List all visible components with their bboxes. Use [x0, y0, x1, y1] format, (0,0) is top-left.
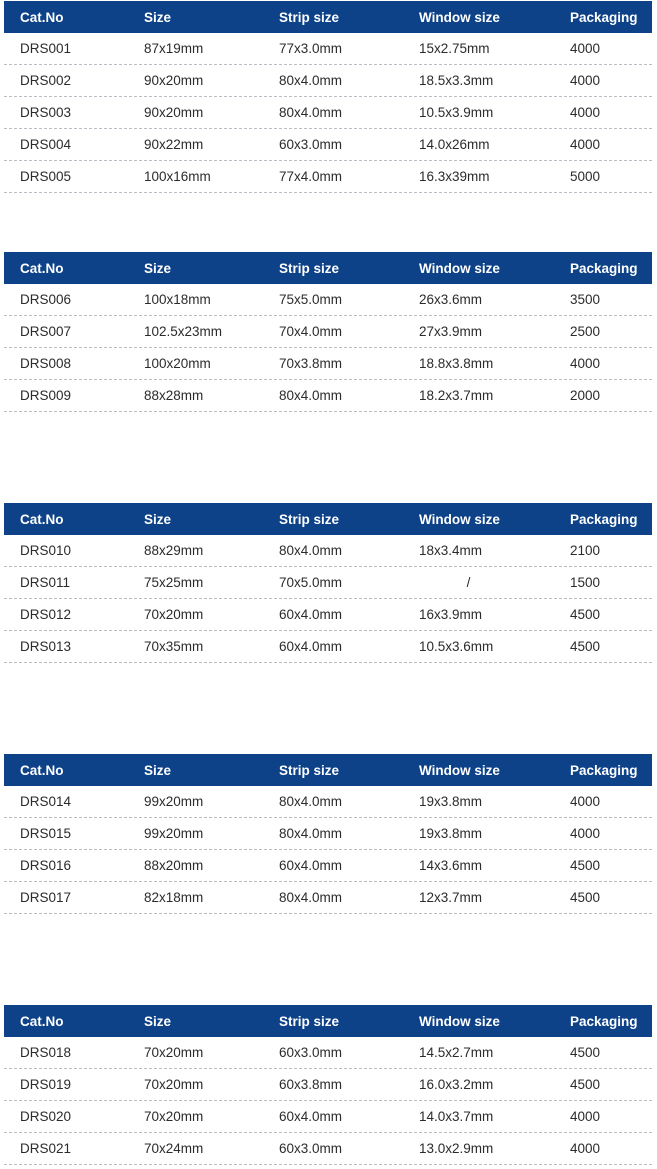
cell-packaging: 4000 [570, 826, 601, 841]
header-packaging: Packaging [570, 1013, 638, 1029]
cell-packaging: 4000 [570, 356, 601, 371]
cell-strip-size: 75x5.0mm [279, 292, 343, 307]
cell-cat-no: DRS016 [20, 858, 72, 873]
cell-packaging: 4000 [570, 137, 601, 152]
cell-packaging: 2000 [570, 388, 601, 403]
cell-size: 90x20mm [144, 105, 204, 120]
cell-packaging: 4000 [570, 794, 601, 809]
cell-window-size: 16.0x3.2mm [419, 1077, 494, 1092]
cell-strip-size: 60x4.0mm [279, 1109, 343, 1124]
cell-cat-no: DRS009 [20, 388, 72, 403]
cell-packaging: 4500 [570, 639, 601, 654]
cell-packaging: 4000 [570, 41, 601, 56]
cell-strip-size: 60x4.0mm [279, 607, 343, 622]
cell-size: 102.5x23mm [144, 324, 223, 339]
cell-cat-no: DRS018 [20, 1045, 72, 1060]
header-strip-size: Strip size [279, 511, 340, 527]
cell-packaging: 2500 [570, 324, 601, 339]
cell-size: 88x29mm [144, 543, 204, 558]
cell-window-size: 26x3.6mm [419, 292, 483, 307]
cell-strip-size: 80x4.0mm [279, 73, 343, 88]
cell-cat-no: DRS004 [20, 137, 72, 152]
table-row [4, 631, 652, 663]
spec-table-5 [4, 1005, 652, 1165]
cell-window-size: 15x2.75mm [419, 41, 490, 56]
cell-packaging: 4500 [570, 858, 601, 873]
cell-cat-no: DRS002 [20, 73, 72, 88]
cell-cat-no: DRS012 [20, 607, 72, 622]
cell-size: 88x28mm [144, 388, 204, 403]
header-cat-no: Cat.No [20, 260, 64, 276]
header-cat-no: Cat.No [20, 1013, 64, 1029]
table-header [4, 754, 652, 786]
table-header [4, 1, 652, 33]
cell-window-size: 19x3.8mm [419, 794, 483, 809]
header-cat-no: Cat.No [20, 511, 64, 527]
cell-strip-size: 60x3.0mm [279, 137, 343, 152]
cell-packaging: 1500 [570, 575, 601, 590]
header-window-size: Window size [419, 1013, 500, 1029]
cell-cat-no: DRS008 [20, 356, 72, 371]
cell-window-size: 18.8x3.8mm [419, 356, 494, 371]
spec-table-4 [4, 754, 652, 914]
cell-packaging: 4500 [570, 607, 601, 622]
table-header [4, 1005, 652, 1037]
cell-cat-no: DRS019 [20, 1077, 72, 1092]
header-packaging: Packaging [570, 511, 638, 527]
header-packaging: Packaging [570, 762, 638, 778]
cell-size: 70x20mm [144, 1077, 204, 1092]
cell-strip-size: 80x4.0mm [279, 826, 343, 841]
cell-cat-no: DRS020 [20, 1109, 72, 1124]
table-row [4, 1101, 652, 1133]
table-row [4, 599, 652, 631]
cell-size: 99x20mm [144, 826, 204, 841]
cell-strip-size: 70x5.0mm [279, 575, 343, 590]
cell-window-size: 14.0x3.7mm [419, 1109, 494, 1124]
table-row [4, 129, 652, 161]
spec-table-3 [4, 503, 652, 663]
table-row [4, 786, 652, 818]
cell-cat-no: DRS014 [20, 794, 72, 809]
table-row [4, 1069, 652, 1101]
cell-strip-size: 77x4.0mm [279, 169, 343, 184]
cell-size: 99x20mm [144, 794, 204, 809]
cell-size: 88x20mm [144, 858, 204, 873]
cell-strip-size: 60x3.0mm [279, 1141, 343, 1156]
header-size: Size [144, 9, 172, 25]
cell-window-size: 12x3.7mm [419, 890, 483, 905]
cell-packaging: 3500 [570, 292, 601, 307]
table-row [4, 882, 652, 914]
cell-packaging: 4000 [570, 1109, 601, 1124]
cell-size: 87x19mm [144, 41, 204, 56]
cell-cat-no: DRS011 [20, 575, 71, 590]
table-row [4, 380, 652, 412]
cell-cat-no: DRS017 [20, 890, 72, 905]
cell-size: 90x20mm [144, 73, 204, 88]
header-window-size: Window size [419, 762, 500, 778]
cell-size: 100x18mm [144, 292, 211, 307]
cell-packaging: 4500 [570, 890, 601, 905]
header-window-size: Window size [419, 260, 500, 276]
header-size: Size [144, 511, 172, 527]
cell-strip-size: 80x4.0mm [279, 890, 343, 905]
cell-window-size: 18.5x3.3mm [419, 73, 494, 88]
cell-window-size: 13.0x2.9mm [419, 1141, 494, 1156]
header-strip-size: Strip size [279, 762, 340, 778]
cell-strip-size: 60x3.8mm [279, 1077, 343, 1092]
cell-strip-size: 60x3.0mm [279, 1045, 343, 1060]
table-row [4, 161, 652, 193]
cell-packaging: 5000 [570, 169, 601, 184]
table-row [4, 284, 652, 316]
header-cat-no: Cat.No [20, 762, 64, 778]
cell-window-size: 16.3x39mm [419, 169, 490, 184]
header-packaging: Packaging [570, 260, 638, 276]
cell-size: 75x25mm [144, 575, 204, 590]
header-packaging: Packaging [570, 9, 638, 25]
cell-packaging: 4000 [570, 1141, 601, 1156]
cell-size: 90x22mm [144, 137, 204, 152]
header-size: Size [144, 260, 172, 276]
cell-strip-size: 80x4.0mm [279, 105, 343, 120]
cell-window-size: 16x3.9mm [419, 607, 483, 622]
cell-window-size: 18.2x3.7mm [419, 388, 494, 403]
table-header [4, 503, 652, 535]
cell-cat-no: DRS013 [20, 639, 72, 654]
cell-window-size: 10.5x3.6mm [419, 639, 494, 654]
table-header [4, 252, 652, 284]
cell-window-size: 14.5x2.7mm [419, 1045, 494, 1060]
cell-window-size: 14.0x26mm [419, 137, 490, 152]
cell-packaging: 4500 [570, 1077, 601, 1092]
cell-strip-size: 77x3.0mm [279, 41, 343, 56]
cell-packaging: 4000 [570, 73, 601, 88]
table-row [4, 1037, 652, 1069]
table-row [4, 348, 652, 380]
spec-table-2 [4, 252, 652, 412]
header-size: Size [144, 1013, 172, 1029]
cell-window-size: 19x3.8mm [419, 826, 483, 841]
header-window-size: Window size [419, 9, 500, 25]
cell-strip-size: 80x4.0mm [279, 388, 343, 403]
cell-size: 82x18mm [144, 890, 204, 905]
cell-cat-no: DRS021 [20, 1141, 72, 1156]
cell-size: 70x24mm [144, 1141, 204, 1156]
cell-packaging: 4500 [570, 1045, 601, 1060]
cell-size: 70x20mm [144, 607, 204, 622]
cell-size: 70x20mm [144, 1045, 204, 1060]
cell-window-size: 14x3.6mm [419, 858, 483, 873]
cell-window-size: 10.5x3.9mm [419, 105, 494, 120]
cell-cat-no: DRS010 [20, 543, 72, 558]
cell-packaging: 4000 [570, 105, 601, 120]
header-strip-size: Strip size [279, 9, 340, 25]
header-window-size: Window size [419, 511, 500, 527]
cell-size: 70x35mm [144, 639, 204, 654]
cell-cat-no: DRS001 [20, 41, 72, 56]
table-row [4, 33, 652, 65]
table-row [4, 316, 652, 348]
table-row [4, 535, 652, 567]
cell-window-size: 27x3.9mm [419, 324, 483, 339]
cell-window-size: / [466, 575, 471, 590]
cell-cat-no: DRS015 [20, 826, 72, 841]
table-row [4, 850, 652, 882]
table-row [4, 567, 652, 599]
header-cat-no: Cat.No [20, 9, 64, 25]
cell-strip-size: 60x4.0mm [279, 858, 343, 873]
header-strip-size: Strip size [279, 1013, 340, 1029]
table-row [4, 1133, 652, 1165]
table-row [4, 97, 652, 129]
cell-size: 100x16mm [144, 169, 211, 184]
cell-strip-size: 70x4.0mm [279, 324, 343, 339]
cell-size: 100x20mm [144, 356, 211, 371]
table-row [4, 65, 652, 97]
spec-table-1 [4, 1, 652, 193]
cell-strip-size: 70x3.8mm [279, 356, 343, 371]
cell-packaging: 2100 [570, 543, 601, 558]
cell-strip-size: 80x4.0mm [279, 794, 343, 809]
cell-strip-size: 80x4.0mm [279, 543, 343, 558]
cell-cat-no: DRS003 [20, 105, 72, 120]
cell-window-size: 18x3.4mm [419, 543, 483, 558]
header-size: Size [144, 762, 172, 778]
cell-cat-no: DRS005 [20, 169, 72, 184]
cell-size: 70x20mm [144, 1109, 204, 1124]
header-strip-size: Strip size [279, 260, 340, 276]
table-row [4, 818, 652, 850]
cell-cat-no: DRS007 [20, 324, 72, 339]
cell-cat-no: DRS006 [20, 292, 72, 307]
cell-strip-size: 60x4.0mm [279, 639, 343, 654]
